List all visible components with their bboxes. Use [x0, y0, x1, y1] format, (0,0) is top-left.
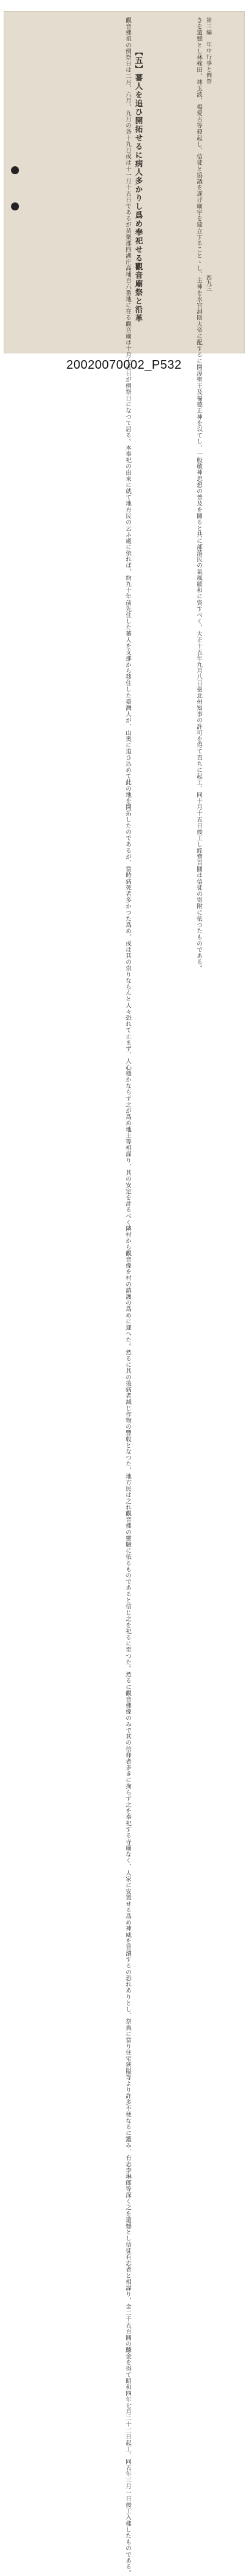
- running-head: 第三編 年中行事と例祭: [205, 17, 211, 85]
- intro-paragraph: きを遺憾とし林稼田、林玉波、楊愛古等發起し、信徒と協議を遂げ廟宇を建立することゝし、主神を水官洞陰大帝に配するに開漳聖王及福德正神を以てし、一般敬神思想の普及を圖ると共に部落民の氣風緩和に資すべく、大正十五年九月八日臺北州知事の許可を得て直ちに起工、同十月十五日竣工し經費百圓は信徒の寄附に依つたものである。: [195, 17, 202, 972]
- binding-hole-top: [11, 166, 19, 174]
- binding-hole-bottom: [11, 202, 19, 210]
- section-heading: 【五】蕃人を追ひ開拓せるに病人多かりし爲め奉祀せる觀音廟祭と沿革: [134, 48, 143, 323]
- image-caption: 20020070002_P532: [66, 358, 182, 372]
- main-paragraph: 觀音佛祖の例祭日は二月、六月、九月の各十九日或は十一月十五日であるが苗栗郡四湖庄高埔百六番地に在る觀音廟は十月十五日が例祭日になつて居る。本奉祀の由來に就て地方民の云ふ處に依れば、約九十年前先住した蕃人を支那から移住した臺灣人が、山奥に追ひ込めて此の地を開拓したのであるが、當時病死者多かつた爲め、或は其の祟りならんと人々恐れて止まず、人心穩かならず之が爲め地主等相謀り、其の安定を計るべく隣村から觀音像を村の鎮護の爲めに迎へた。然るに其の後病者減じ作物の豐收となつた、地方民は之れ觀音佛の靈驗に依るものであると信じ之を祀るに至つた。然るに觀音佛像のみで其の信仰者多きに拘らず之を奉祀する寺廟なく、人家に安置せる爲め神威を冒瀆するの恐れありとし、祭典に當り住宅狹隘等より許多不便なるに鑑み、有志李琳郎等深く之を遺憾とし信徒有志者と相謀り、金二千五百圓の醵金を得て昭和四年七月二十二日起工、同五年三月一日竣工入佛したものである。: [124, 17, 131, 2576]
- page-number: 四九三: [205, 275, 211, 291]
